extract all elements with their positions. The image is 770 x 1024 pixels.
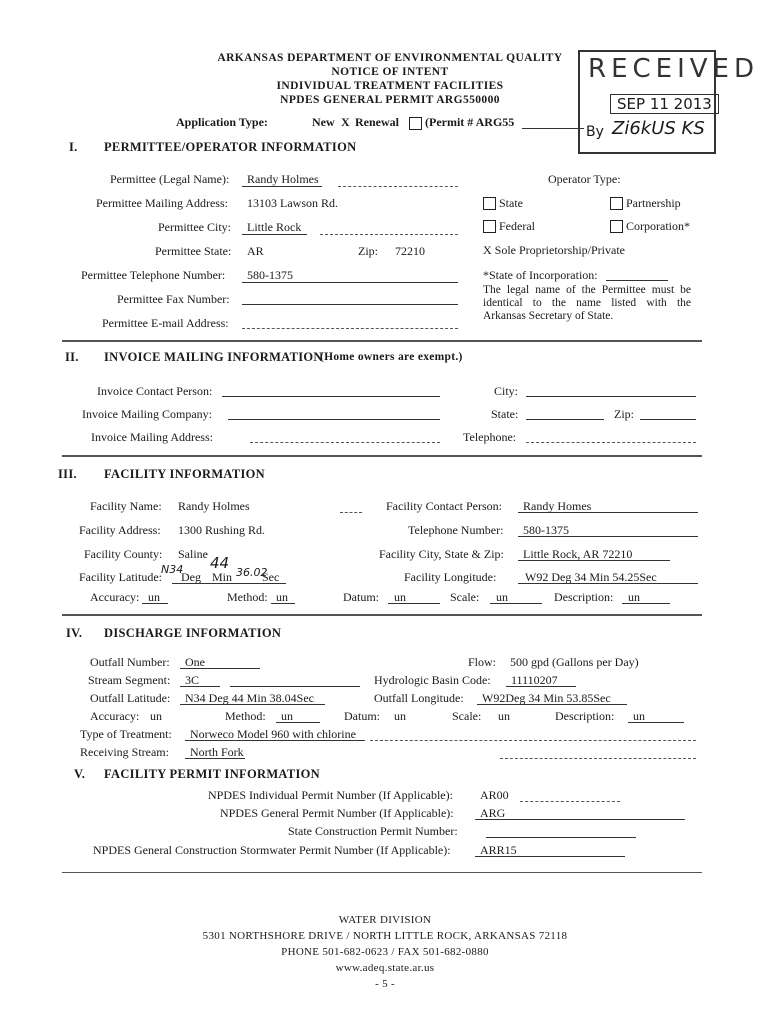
- received-stamp-date: SEP 11 2013: [610, 94, 719, 114]
- individual-permit-label: NPDES Individual Permit Number (If Applicable):: [208, 788, 453, 802]
- outfall-datum-label: Datum:: [344, 709, 380, 723]
- new-label: New: [312, 115, 335, 129]
- section-5-number: V.: [74, 767, 86, 781]
- facility-address-value[interactable]: 1300 Rushing Rd.: [178, 523, 266, 537]
- facility-scale-value[interactable]: un: [496, 590, 508, 604]
- telephone-label: Permittee Telephone Number:: [81, 268, 226, 282]
- state-of-incorporation-field[interactable]: [606, 280, 668, 281]
- form-title: NOTICE OF INTENT: [331, 66, 449, 78]
- facility-latitude-deg-label: Deg: [181, 570, 201, 584]
- state-checkbox[interactable]: [483, 197, 496, 210]
- invoice-company-label: Invoice Mailing Company:: [82, 407, 212, 421]
- facility-description-value[interactable]: un: [628, 590, 640, 604]
- fax-field[interactable]: [242, 304, 458, 305]
- sole-proprietorship-option[interactable]: X Sole Proprietorship/Private: [483, 243, 625, 257]
- facility-description-label: Description:: [554, 590, 614, 604]
- received-stamp-word: RECEIVED: [588, 54, 759, 84]
- footer-address: 5301 NORTHSHORE DRIVE / NORTH LITTLE ROCK, ARKANSAS 72118: [202, 930, 568, 942]
- renewal-checkbox[interactable]: [409, 117, 422, 130]
- divider: [62, 340, 702, 342]
- partnership-option-label: Partnership: [626, 196, 681, 210]
- stream-segment-label: Stream Segment:: [88, 673, 171, 687]
- section-3-number: III.: [58, 467, 77, 481]
- receiving-stream-value[interactable]: North Fork: [190, 745, 244, 759]
- renewal-label: Renewal: [355, 115, 399, 129]
- outfall-accuracy-label: Accuracy:: [90, 709, 140, 723]
- facility-longitude-value[interactable]: W92 Deg 34 Min 54.25Sec: [525, 570, 657, 584]
- hydrologic-basin-label: Hydrologic Basin Code:: [374, 673, 491, 687]
- outfall-latitude-label: Outfall Latitude:: [90, 691, 171, 705]
- facility-datum-value[interactable]: un: [394, 590, 406, 604]
- section-2-number: II.: [65, 350, 79, 364]
- legal-name-note: The legal name of the Permittee must be identical to the name listed with the Arkansas Secretary of State.: [483, 284, 691, 322]
- stormwater-permit-value[interactable]: ARR15: [480, 843, 517, 857]
- facility-csz-label: Facility City, State & Zip:: [379, 547, 504, 561]
- state-option-label: State: [499, 196, 523, 210]
- received-stamp-by: By: [586, 124, 604, 140]
- facility-latitude-sec-value[interactable]: 36.02: [236, 566, 268, 579]
- permit-number-label: (Permit # ARG55: [425, 115, 515, 129]
- agency-title: ARKANSAS DEPARTMENT OF ENVIRONMENTAL QUALITY: [217, 52, 563, 64]
- outfall-description-value[interactable]: un: [633, 709, 645, 723]
- treatment-type-label: Type of Treatment:: [80, 727, 172, 741]
- facility-latitude-label: Facility Latitude:: [79, 570, 162, 584]
- facility-latitude-min-value[interactable]: 44: [210, 554, 230, 572]
- facility-method-value[interactable]: un: [276, 590, 288, 604]
- facility-longitude-label: Facility Longitude:: [404, 570, 497, 584]
- facility-scale-label: Scale:: [450, 590, 480, 604]
- state-of-incorporation-label: *State of Incorporation:: [483, 268, 598, 282]
- invoice-address-field[interactable]: [250, 442, 440, 443]
- facility-telephone-label: Telephone Number:: [408, 523, 504, 537]
- stormwater-permit-label: NPDES General Construction Stormwater Permit Number (If Applicable):: [93, 843, 451, 857]
- facility-accuracy-label: Accuracy:: [90, 590, 140, 604]
- section-2-title: INVOICE MAILING INFORMATION: [104, 350, 323, 364]
- legal-name-value[interactable]: Randy Holmes: [247, 172, 319, 186]
- mailing-address-value[interactable]: 13103 Lawson Rd.: [247, 196, 338, 210]
- footer-division: WATER DIVISION: [338, 914, 432, 926]
- invoice-telephone-field[interactable]: [526, 442, 696, 443]
- facility-telephone-value[interactable]: 580-1375: [523, 523, 569, 537]
- facility-address-label: Facility Address:: [79, 523, 161, 537]
- corporation-checkbox[interactable]: [610, 220, 623, 233]
- invoice-contact-field[interactable]: [222, 396, 440, 397]
- facility-latitude-sec-label: Sec: [262, 570, 280, 584]
- section-2-note: (Home owners are exempt.): [320, 351, 463, 363]
- individual-permit-value[interactable]: AR00: [480, 788, 509, 802]
- permittee-zip-value[interactable]: 72210: [395, 244, 425, 258]
- invoice-city-field[interactable]: [526, 396, 696, 397]
- section-5-title: FACILITY PERMIT INFORMATION: [104, 767, 320, 781]
- outfall-latitude-value[interactable]: N34 Deg 44 Min 38.04Sec: [185, 691, 314, 705]
- facility-contact-value[interactable]: Randy Homes: [523, 499, 592, 513]
- facility-csz-value[interactable]: Little Rock, AR 72210: [523, 547, 633, 561]
- treatment-type-value[interactable]: Norweco Model 960 with chlorine: [190, 727, 356, 741]
- legal-name-label: Permittee (Legal Name):: [110, 172, 230, 186]
- invoice-address-label: Invoice Mailing Address:: [91, 430, 213, 444]
- invoice-zip-label: Zip:: [614, 407, 634, 421]
- page-number: - 5 -: [375, 978, 395, 990]
- received-stamp: [578, 50, 759, 154]
- section-3-title: FACILITY INFORMATION: [104, 467, 265, 481]
- facility-name-label: Facility Name:: [90, 499, 162, 513]
- mailing-address-label: Permittee Mailing Address:: [96, 196, 228, 210]
- federal-option-label: Federal: [499, 219, 535, 233]
- section-1-title: PERMITTEE/OPERATOR INFORMATION: [104, 140, 357, 154]
- general-permit-value[interactable]: ARG: [480, 806, 506, 820]
- receiving-stream-label: Receiving Stream:: [80, 745, 169, 759]
- form-subtitle: INDIVIDUAL TREATMENT FACILITIES: [276, 80, 504, 92]
- outfall-scale-label: Scale:: [452, 709, 482, 723]
- section-1-number: I.: [69, 140, 78, 154]
- permittee-zip-label: Zip:: [358, 244, 378, 258]
- permit-title: NPDES GENERAL PERMIT ARG550000: [280, 94, 500, 106]
- telephone-value[interactable]: 580-1375: [247, 268, 293, 282]
- footer-website[interactable]: www.adeq.state.ar.us: [335, 962, 435, 974]
- facility-method-label: Method:: [227, 590, 268, 604]
- flow-label: Flow:: [468, 655, 497, 669]
- email-label: Permittee E-mail Address:: [102, 316, 229, 330]
- outfall-method-value[interactable]: un: [281, 709, 293, 723]
- invoice-telephone-label: Telephone:: [463, 430, 517, 444]
- stream-segment-value[interactable]: 3C: [185, 673, 200, 687]
- invoice-city-label: City:: [494, 384, 519, 398]
- flow-value[interactable]: 500 gpd (Gallons per Day): [510, 655, 639, 669]
- email-field[interactable]: [242, 328, 458, 329]
- facility-name-value[interactable]: Randy Holmes: [178, 499, 250, 513]
- state-construction-permit-field[interactable]: [486, 837, 636, 838]
- outfall-number-label: Outfall Number:: [90, 655, 170, 669]
- facility-latitude-min-label: Min: [212, 570, 233, 584]
- new-mark: X: [341, 115, 350, 129]
- received-stamp-signature: Zi6kUS KS: [612, 118, 705, 139]
- federal-checkbox[interactable]: [483, 220, 496, 233]
- outfall-accuracy-value[interactable]: un: [150, 709, 162, 723]
- outfall-scale-value[interactable]: un: [498, 709, 510, 723]
- general-permit-label: NPDES General Permit Number (If Applicable):: [220, 806, 454, 820]
- facility-county-value[interactable]: Saline: [178, 547, 208, 561]
- facility-contact-label: Facility Contact Person:: [386, 499, 502, 513]
- permit-number-line[interactable]: [522, 128, 584, 129]
- invoice-state-label: State:: [491, 407, 519, 421]
- invoice-zip-field[interactable]: [640, 419, 696, 420]
- section-4-number: IV.: [66, 626, 83, 640]
- invoice-company-field[interactable]: [228, 419, 440, 420]
- outfall-number-value[interactable]: One: [185, 655, 205, 669]
- invoice-contact-label: Invoice Contact Person:: [97, 384, 213, 398]
- state-construction-permit-label: State Construction Permit Number:: [288, 824, 458, 838]
- fax-label: Permittee Fax Number:: [117, 292, 230, 306]
- permittee-state-value[interactable]: AR: [247, 244, 264, 258]
- facility-datum-label: Datum:: [343, 590, 379, 604]
- facility-county-label: Facility County:: [84, 547, 163, 561]
- invoice-state-field[interactable]: [526, 419, 604, 420]
- outfall-method-label: Method:: [225, 709, 266, 723]
- corporation-option-label: Corporation*: [626, 219, 690, 233]
- outfall-description-label: Description:: [555, 709, 615, 723]
- hydrologic-basin-value[interactable]: 11110207: [511, 673, 558, 687]
- permittee-city-label: Permittee City:: [158, 220, 231, 234]
- permittee-state-label: Permittee State:: [155, 244, 232, 258]
- footer-phone: PHONE 501-682-0623 / FAX 501-682-0880: [281, 946, 489, 958]
- facility-accuracy-value[interactable]: un: [148, 590, 160, 604]
- facility-latitude-deg-value[interactable]: N34: [161, 563, 184, 576]
- outfall-longitude-value[interactable]: W92Deg 34 Min 53.85Sec: [482, 691, 611, 705]
- operator-type-label: Operator Type:: [548, 172, 621, 186]
- outfall-longitude-label: Outfall Longitude:: [374, 691, 464, 705]
- application-type-label: Application Type:: [176, 115, 268, 129]
- partnership-checkbox[interactable]: [610, 197, 623, 210]
- outfall-datum-value[interactable]: un: [394, 709, 406, 723]
- section-4-title: DISCHARGE INFORMATION: [104, 626, 282, 640]
- permittee-city-value[interactable]: Little Rock: [247, 220, 302, 234]
